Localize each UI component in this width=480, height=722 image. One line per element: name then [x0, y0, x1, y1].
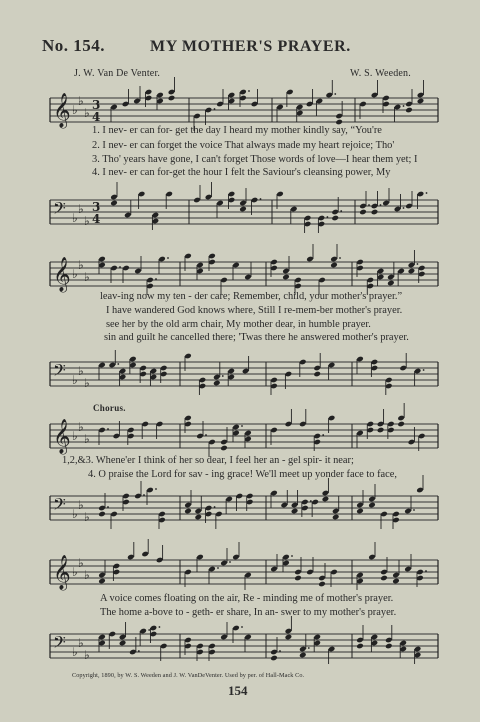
flat-sign: ♭: [78, 498, 84, 512]
dot: [148, 629, 150, 631]
note-head: [110, 200, 118, 207]
treble-staff-1: [50, 86, 440, 146]
hymn-title: MY MOTHER'S PRAYER.: [150, 38, 351, 55]
dot: [423, 369, 425, 371]
dot: [214, 108, 216, 110]
note-head: [220, 445, 228, 452]
flat-sign: ♭: [78, 420, 84, 434]
flat-sign: ♭: [84, 270, 90, 284]
note-head: [213, 380, 221, 387]
note-head: [282, 274, 290, 281]
treble-clef: 𝄞: [53, 555, 71, 590]
dot: [403, 207, 405, 209]
dot: [107, 428, 109, 430]
note-head: [313, 371, 321, 378]
flat-sign: ♭: [72, 429, 78, 443]
treble-clef: 𝄞: [53, 419, 71, 454]
lyric-line: leav-ing now my ten - der care; Remember, child, your mother's prayer.”: [100, 291, 403, 302]
lyricist-credit: J. W. Van De Venter.: [74, 68, 161, 79]
dot: [143, 494, 145, 496]
bass-clef: 𝄢: [53, 360, 66, 384]
time-signature: 4: [92, 110, 101, 124]
flat-sign: ♭: [78, 636, 84, 650]
lyric-line: I have wandered God knows where, Still I re-mem-ber mother's prayer.: [106, 305, 403, 316]
note-head: [294, 575, 302, 582]
note-head: [322, 496, 330, 503]
dot: [241, 626, 243, 628]
note-head: [119, 640, 127, 647]
flat-sign: ♭: [78, 94, 84, 108]
dot: [205, 434, 207, 436]
flat-sign: ♭: [78, 364, 84, 378]
note-head: [380, 575, 388, 582]
dot: [138, 650, 140, 652]
treble-clef: 𝄞: [53, 257, 71, 292]
page-number: 154: [228, 683, 248, 698]
dot: [217, 567, 219, 569]
dot: [380, 204, 382, 206]
note-head: [270, 655, 278, 662]
note-head: [371, 209, 379, 216]
treble-clef: 𝄞: [53, 93, 71, 128]
bass-clef: 𝄢: [53, 632, 66, 656]
flat-sign: ♭: [84, 376, 90, 390]
dot: [334, 93, 336, 95]
flat-sign: ♭: [84, 648, 90, 662]
lyric-line: 1. I nev- er can for- get the day I heard my mother kindly say, “You're: [92, 125, 382, 136]
dot: [368, 204, 370, 206]
note-head: [397, 421, 405, 428]
note-head: [359, 209, 367, 216]
flat-sign: ♭: [72, 507, 78, 521]
composer-credit: W. S. Weeden.: [350, 68, 411, 79]
note-head: [98, 511, 106, 518]
note-head: [387, 280, 395, 287]
dot: [417, 263, 419, 265]
note-head: [239, 206, 247, 213]
note-head: [356, 643, 364, 650]
flat-sign: ♭: [78, 202, 84, 216]
dot: [167, 257, 169, 259]
dot: [155, 278, 157, 280]
dot: [339, 257, 341, 259]
flat-sign: ♭: [84, 106, 90, 120]
lyric-line: 2. I nev- er can forget the voice That always made my heart rejoice; Tho': [92, 140, 395, 151]
dot: [308, 647, 310, 649]
lyric-line: see her by the old arm chair, My mother dear, in humble prayer.: [106, 319, 371, 330]
flat-sign: ♭: [72, 103, 78, 117]
dot: [214, 506, 216, 508]
time-signature: 3: [92, 98, 101, 112]
lyric-line: 3. Tho' years have gone, I can't forget Those words of love—I hear them yet; I: [92, 154, 418, 165]
note-head: [392, 578, 400, 585]
lyric-line: A voice comes floating on the air, Re - minding me of mother's prayer.: [100, 593, 394, 604]
dot: [322, 434, 324, 436]
dot: [279, 650, 281, 652]
time-signature: 3: [92, 200, 101, 214]
note-head: [98, 578, 106, 585]
flat-sign: ♭: [84, 568, 90, 582]
dot: [327, 216, 329, 218]
bass-clef: 𝄢: [53, 494, 66, 518]
dot: [155, 488, 157, 490]
note-head: [285, 634, 293, 641]
flat-sign: ♭: [84, 432, 90, 446]
dot: [117, 363, 119, 365]
dot: [229, 561, 231, 563]
note-head: [408, 268, 416, 275]
note-head: [318, 581, 326, 588]
dot: [119, 266, 121, 268]
flat-sign: ♭: [78, 258, 84, 272]
dot: [241, 425, 243, 427]
hymn-number: No. 154.: [42, 36, 106, 55]
dot: [425, 570, 427, 572]
dot: [426, 192, 428, 194]
lyric-line: 4. O praise the Lord for sav - ing grace! We'll meet up yonder face to face,: [88, 469, 397, 480]
note-head: [368, 502, 376, 509]
lyric-line: sin and guilt he cancelled there; 'Twas there he answered mother's prayer.: [104, 332, 409, 343]
dot: [413, 509, 415, 511]
bass-staff-1: [50, 188, 440, 248]
lyric-line: 1,2,&3. Whene'er I think of her so dear, I feel her an - gel spir- it near;: [62, 455, 354, 466]
time-signature: 4: [92, 212, 101, 226]
dot: [222, 375, 224, 377]
flat-sign: ♭: [78, 556, 84, 570]
note-head: [299, 652, 307, 659]
bass-staff-3: [50, 484, 440, 544]
note-head: [330, 262, 338, 269]
note-head: [168, 95, 176, 102]
flat-sign: ♭: [72, 373, 78, 387]
bass-clef: 𝄢: [53, 198, 66, 222]
lyric-line: 4. I nev- er can for-get the hour I felt the Saviour's cleansing power, My: [92, 167, 391, 178]
note-head: [356, 508, 364, 515]
dot: [159, 626, 161, 628]
dot: [403, 105, 405, 107]
note-head: [417, 98, 425, 105]
note-head: [332, 514, 340, 521]
flat-sign: ♭: [72, 211, 78, 225]
flat-sign: ♭: [84, 510, 90, 524]
flat-sign: ♭: [72, 267, 78, 281]
note-head: [377, 427, 385, 434]
copyright-notice: Copyright, 1890, by W. S. Weeden and J. W. VanDeVenter. Used by per. of Hall-Mack Co.: [72, 672, 305, 679]
flat-sign: ♭: [72, 565, 78, 579]
note-head: [291, 508, 299, 515]
note-head: [194, 514, 202, 521]
flat-sign: ♭: [84, 214, 90, 228]
dot: [248, 90, 250, 92]
dot: [310, 500, 312, 502]
bass-staff-2: [50, 350, 440, 410]
dot: [340, 210, 342, 212]
dot: [291, 555, 293, 557]
chorus-label: Chorus.: [93, 403, 126, 413]
note-head: [405, 107, 413, 114]
flat-sign: ♭: [72, 645, 78, 659]
dot: [260, 198, 262, 200]
lyric-line: The home a-bove to - geth- er share, In an- swer to my mother's prayer.: [100, 607, 397, 618]
dot: [107, 506, 109, 508]
note-head: [385, 643, 393, 650]
note-head: [331, 215, 339, 222]
note-head: [184, 508, 192, 515]
